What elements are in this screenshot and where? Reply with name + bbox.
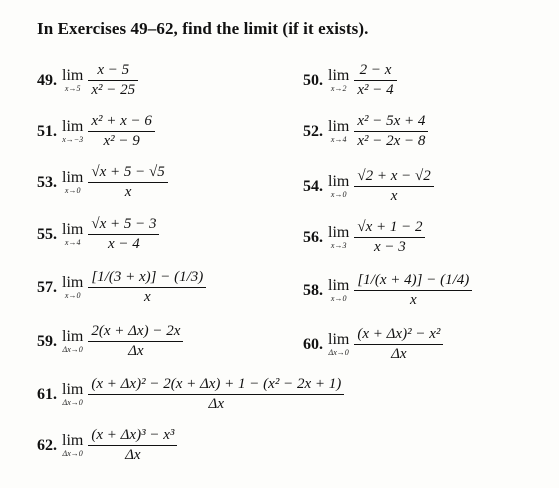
lim-word: lim bbox=[62, 67, 84, 84]
exercise-number: 51. bbox=[37, 122, 57, 140]
lim-word: lim bbox=[62, 169, 84, 186]
limit-approach: x→2 bbox=[330, 84, 347, 93]
fraction bbox=[88, 113, 155, 150]
denominator: x² − 4 bbox=[357, 82, 394, 98]
fraction bbox=[354, 326, 443, 363]
exercise-60 bbox=[303, 326, 443, 363]
fraction bbox=[88, 164, 167, 201]
exercise-49 bbox=[37, 62, 138, 99]
exercise-number: 54. bbox=[303, 177, 323, 195]
denominator: x bbox=[143, 289, 151, 305]
limit-approach: x→0 bbox=[64, 291, 81, 300]
exercise-number: 56. bbox=[303, 228, 323, 246]
limit-approach: x→5 bbox=[64, 84, 81, 93]
limit-operator bbox=[62, 222, 83, 247]
lim-word: lim bbox=[62, 432, 84, 449]
limit-operator bbox=[328, 225, 349, 250]
fraction bbox=[88, 427, 177, 464]
limit-approach: x→0 bbox=[64, 186, 81, 195]
numerator: √x + 5 − √5 bbox=[91, 164, 165, 180]
numerator: [1/(x + 4)] − (1/4) bbox=[357, 272, 470, 288]
numerator: √x + 5 − 3 bbox=[91, 216, 157, 232]
denominator: Δx bbox=[208, 396, 225, 412]
fraction bbox=[354, 113, 428, 150]
exercise-number: 53. bbox=[37, 173, 57, 191]
lim-word: lim bbox=[62, 328, 84, 345]
lim-word: lim bbox=[328, 331, 350, 348]
lim-word: lim bbox=[62, 118, 84, 135]
limit-operator bbox=[62, 329, 83, 354]
exercise-57 bbox=[37, 269, 206, 306]
limit-operator bbox=[328, 278, 349, 303]
numerator: √x + 1 − 2 bbox=[357, 219, 423, 235]
exercise-number: 61. bbox=[37, 385, 57, 403]
exercise-52 bbox=[303, 113, 428, 150]
lim-word: lim bbox=[328, 118, 350, 135]
limit-operator bbox=[62, 119, 83, 144]
exercise-50 bbox=[303, 62, 397, 99]
fraction bbox=[88, 323, 183, 360]
fraction bbox=[354, 219, 425, 256]
exercise-51 bbox=[37, 113, 155, 150]
denominator: x − 4 bbox=[108, 236, 140, 252]
lim-word: lim bbox=[328, 277, 350, 294]
denominator: x² − 9 bbox=[103, 133, 140, 149]
limit-approach: Δx→0 bbox=[328, 348, 349, 357]
denominator: x − 3 bbox=[374, 239, 406, 255]
limit-approach: x→4 bbox=[330, 135, 347, 144]
limit-approach: Δx→0 bbox=[62, 345, 83, 354]
exercise-59 bbox=[37, 323, 183, 360]
limit-operator bbox=[62, 170, 83, 195]
limit-operator bbox=[62, 382, 83, 407]
exercise-number: 49. bbox=[37, 71, 57, 89]
denominator: Δx bbox=[391, 346, 407, 362]
numerator: (x + Δx)³ − x³ bbox=[91, 427, 175, 443]
exercise-number: 55. bbox=[37, 225, 57, 243]
exercise-number: 59. bbox=[37, 332, 57, 350]
exercise-number: 50. bbox=[303, 71, 323, 89]
denominator: Δx bbox=[128, 343, 144, 359]
limit-operator bbox=[328, 68, 349, 93]
numerator: x − 5 bbox=[97, 62, 130, 78]
limit-approach: Δx→0 bbox=[62, 398, 83, 407]
limit-operator bbox=[62, 68, 83, 93]
limit-approach: x→0 bbox=[330, 294, 347, 303]
numerator: [1/(3 + x)] − (1/3) bbox=[91, 269, 204, 285]
limit-approach: x→0 bbox=[330, 190, 347, 199]
limit-operator bbox=[328, 332, 349, 357]
exercise-number: 58. bbox=[303, 281, 323, 299]
fraction bbox=[88, 216, 159, 253]
fraction bbox=[88, 269, 206, 306]
numerator: (x + Δx)² − x² bbox=[357, 326, 441, 342]
numerator: 2 − x bbox=[359, 62, 392, 78]
limit-operator bbox=[328, 119, 349, 144]
numerator: x² − 5x + 4 bbox=[357, 113, 426, 129]
fraction bbox=[354, 168, 433, 205]
exercise-instruction: In Exercises 49–62, find the limit (if it exists). bbox=[37, 19, 369, 38]
lim-word: lim bbox=[62, 221, 84, 238]
exercise-61 bbox=[37, 376, 344, 413]
limit-approach: Δx→0 bbox=[62, 449, 83, 458]
exercise-53 bbox=[37, 164, 168, 201]
exercise-55 bbox=[37, 216, 159, 253]
denominator: x bbox=[124, 184, 132, 200]
exercise-58 bbox=[303, 272, 472, 309]
denominator: Δx bbox=[125, 447, 141, 463]
limit-operator bbox=[328, 174, 349, 199]
limit-approach: x→4 bbox=[64, 238, 81, 247]
denominator: x bbox=[390, 188, 398, 204]
lim-word: lim bbox=[62, 274, 84, 291]
numerator: √2 + x − √2 bbox=[357, 168, 431, 184]
numerator: 2(x + Δx) − 2x bbox=[91, 323, 181, 339]
exercise-number: 52. bbox=[303, 122, 323, 140]
lim-word: lim bbox=[62, 381, 84, 398]
fraction bbox=[88, 62, 138, 99]
denominator: x² − 2x − 8 bbox=[357, 133, 426, 149]
denominator: x bbox=[409, 292, 417, 308]
denominator: x² − 25 bbox=[91, 82, 136, 98]
limit-approach: x→3 bbox=[330, 241, 347, 250]
exercise-number: 57. bbox=[37, 278, 57, 296]
fraction bbox=[88, 376, 344, 413]
lim-word: lim bbox=[328, 224, 350, 241]
limit-operator bbox=[62, 433, 83, 458]
fraction bbox=[354, 272, 472, 309]
numerator: (x + Δx)² − 2(x + Δx) + 1 − (x² − 2x + 1) bbox=[91, 376, 342, 392]
exercise-number: 62. bbox=[37, 436, 57, 454]
fraction bbox=[354, 62, 396, 99]
limit-approach: x→−3 bbox=[62, 135, 84, 144]
exercise-number: 60. bbox=[303, 335, 323, 353]
exercise-54 bbox=[303, 168, 434, 205]
limit-operator bbox=[62, 275, 83, 300]
exercise-56 bbox=[303, 219, 425, 256]
lim-word: lim bbox=[328, 67, 350, 84]
lim-word: lim bbox=[328, 173, 350, 190]
numerator: x² + x − 6 bbox=[91, 113, 152, 129]
exercise-62 bbox=[37, 427, 177, 464]
